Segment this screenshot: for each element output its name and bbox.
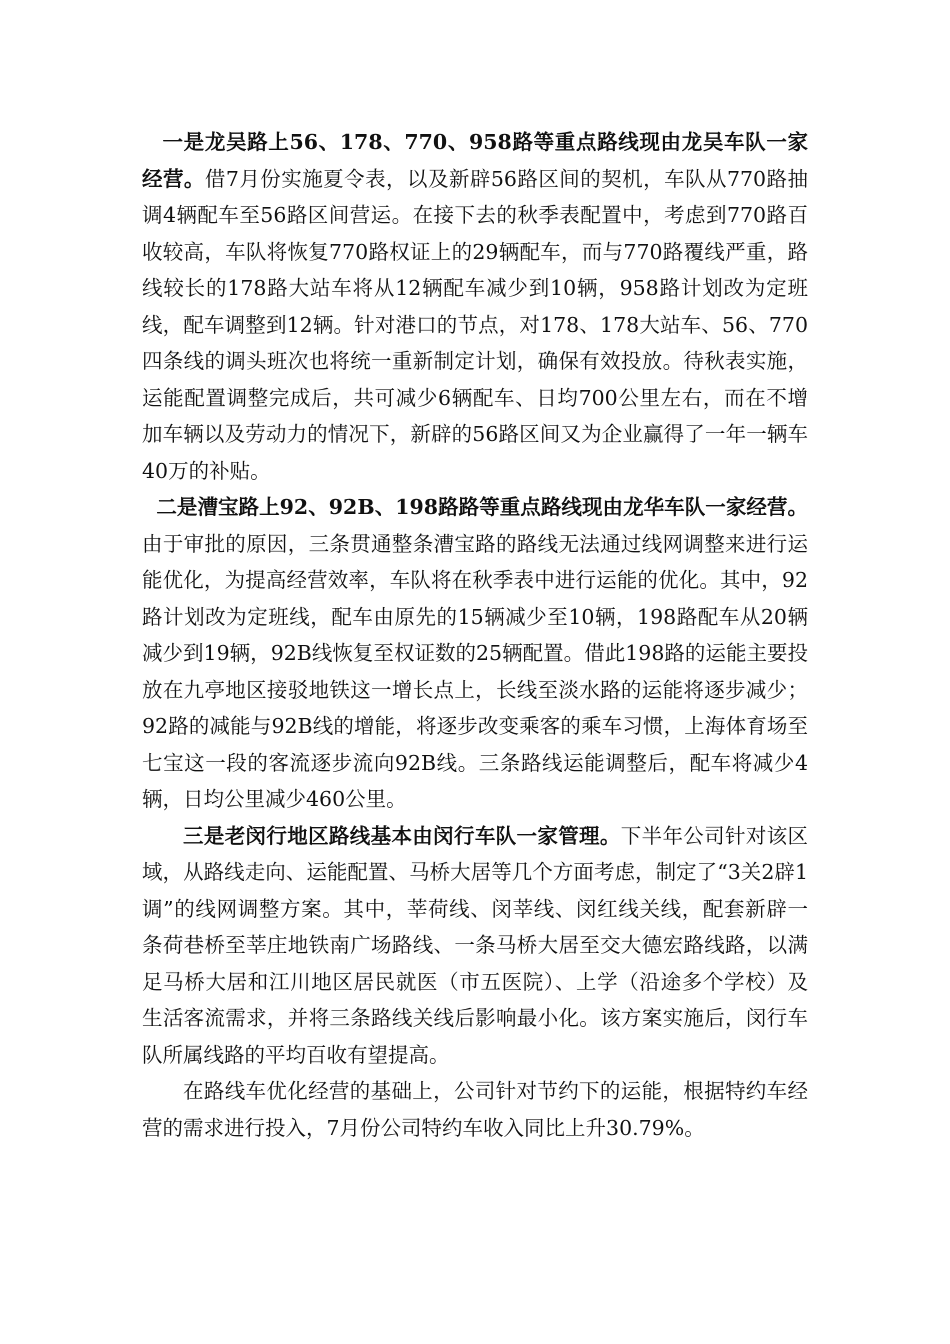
paragraph-body-text: 在路线车优化经营的基础上，公司针对节约下的运能，根据特约车经营的需求进行投入，7月份公司特约车收入同比上升30.79%。 — [142, 1079, 808, 1140]
document-body — [142, 124, 808, 1146]
paragraph-lead-heading: 二是漕宝路上92、92B、198路路等重点路线现由龙华车队一家经营。 — [156, 495, 808, 519]
paragraph-lead-heading: 一是龙吴路上56、178、770、958路等重点路线现由龙吴车队一家经营。 — [142, 130, 808, 191]
paragraph-longwu-road — [142, 124, 808, 489]
paragraph-lead-heading: 三是老闵行地区路线基本由闵行车队一家管理。 — [183, 823, 621, 848]
paragraph-body-text: 由于审批的原因，三条贯通整条漕宝路的路线无法通过线网调整来进行运能优化，为提高经营效率，车队将在秋季表中进行运能的优化。其中，92路计划改为定班线，配车由原先的15辆减少至10辆，198路配车从20辆减少到19辆，92B线恢复至权证数的25辆配置。借此198路的运能主要投放在九亭地区接驳地铁这一增长点上，长线至淡水路的运能将逐步减少；92路的减能与92B线的增能，将逐步改变乘客的乘车习惯，上海体育场至七宝这一段的客流逐步流向92B线。三条路线运能调整后，配车将减少4辆，日均公里减少460公里。 — [142, 531, 808, 811]
paragraph-body-text: 下半年公司针对该区域，从路线走向、运能配置、马桥大居等几个方面考虑，制定了“3关2辟1调”的线网调整方案。其中，莘荷线、闵莘线、闵红线关线，配套新辟一条荷巷桥至莘庄地铁南广场路线、一条马桥大居至交大德宏路线路，以满足马桥大居和江川地区居民就医（市五医院）、上学（沿途多个学校）及生活客流需求，并将三条路线关线后影响最小化。该方案实施后，闵行车队所属线路的平均百收有望提高。 — [142, 823, 809, 1067]
paragraph-minhang-area — [142, 818, 808, 1074]
paragraph-caobao-road — [142, 489, 808, 818]
paragraph-charter-bus — [142, 1073, 808, 1146]
paragraph-body-text: 借7月份实施夏令表，以及新辟56路区间的契机，车队从770路抽调4辆配车至56路区间营运。在接下去的秋季表配置中，考虑到770路百收较高，车队将恢复770路权证上的29辆配车，而与770路覆线严重，路线较长的178路大站车将从12辆配车减少到10辆，958路计划改为定班线，配车调整到12辆。针对港口的节点，对178、178大站车、56、770四条线的调头班次也将统一重新制定计划，确保有效投放。待秋表实施，运能配置调整完成后，共可减少6辆配车、日均700公里左右，而在不增加车辆以及劳动力的情况下，新辟的56路区间又为企业赢得了一年一辆车40万的补贴。 — [142, 166, 808, 483]
